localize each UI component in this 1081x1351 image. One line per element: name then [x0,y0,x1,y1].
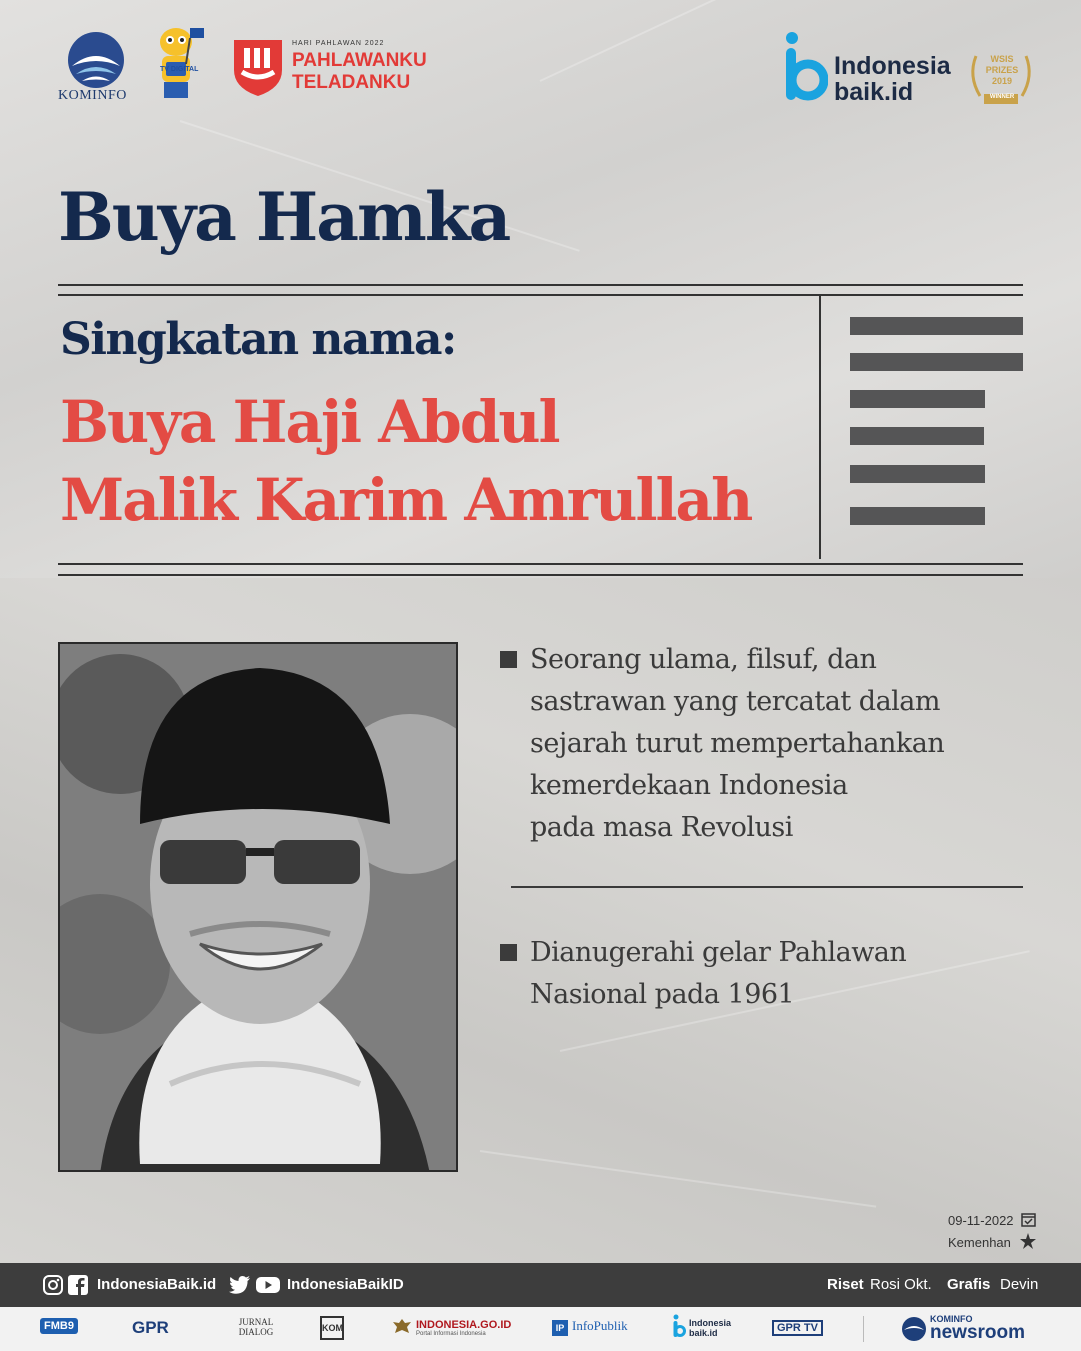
calendar-icon [1021,1212,1036,1227]
bullet-marker [500,651,517,668]
partner-indonesia-go-id-sub: Portal Informasi Indonesia [416,1331,486,1337]
pahlawan-line1: PAHLAWANKU [292,50,427,71]
partner-gpr-logo: GPR [132,1318,169,1337]
portrait-illustration [60,644,458,1172]
twitter-icon[interactable] [228,1274,252,1296]
bullet-line: kemerdekaan Indonesia [530,770,848,801]
partner-komdigi-logo: KOM [320,1316,344,1340]
fullname-line2: Malik Karim Amrullah [60,466,752,534]
fullname-line1: Buya Haji Abdul [60,388,559,456]
newsroom-top-label: KOMINFO [930,1314,973,1324]
bullet-line: sejarah turut mempertahankan [530,728,945,759]
decor-bar [850,390,985,408]
partner-gprtv-logo: GPR TV [772,1320,823,1336]
page-title: Buya Hamka [58,178,510,256]
tv-digital-label: TV DIGITAL [160,66,199,73]
partner-divider [863,1316,864,1342]
bullet-line: pada masa Revolusi [530,812,793,843]
partner-jurnal-dialog-logo: JURNAL DIALOG [238,1317,274,1337]
partner-indonesia-go-id-logo: INDONESIA.GO.ID [416,1319,512,1331]
decor-bar [850,353,1023,371]
decor-bar [850,427,984,445]
indonesiabaik-line2: baik.id [834,78,914,106]
bullet-separator [511,886,1023,888]
bullet-line: Nasional pada 1961 [530,979,795,1010]
indonesiabaik-small-icon [672,1314,686,1338]
social-handle-2[interactable]: IndonesiaBaikID [287,1276,404,1293]
partner-newsroom-logo: newsroom [930,1322,1026,1343]
youtube-icon[interactable] [255,1274,281,1296]
subtitle: Singkatan nama: [60,314,456,365]
divider [58,574,1023,576]
decor-bar [850,465,985,483]
kominfo-newsroom-icon [900,1316,928,1342]
pointer-star-icon [1019,1232,1037,1250]
indonesiabaik-line1: Indonesia [834,52,951,80]
portrait-photo [58,642,458,1172]
pahlawan-shield-icon [230,36,286,98]
instagram-icon[interactable] [42,1274,64,1296]
divider [58,284,1023,286]
garuda-icon [392,1317,412,1339]
decor-bar [850,317,1023,335]
pahlawan-small-label: HARI PAHLAWAN 2022 [292,40,385,47]
source-label: Kemenhan [948,1235,1011,1250]
wsis-label: WSIS PRIZES 2019 [985,54,1019,86]
partner-infopublik-logo: InfoPublik [572,1318,628,1333]
bullet-line: Dianugerahi gelar Pahlawan [530,937,907,968]
bullet-line: sastrawan yang tercatat dalam [530,686,940,717]
partner-indonesiabaik-logo: Indonesia baik.id [689,1318,732,1338]
facebook-icon[interactable] [67,1274,89,1296]
social-handle-1[interactable]: IndonesiaBaik.id [97,1276,217,1293]
publish-date: 09-11-2022 [948,1213,1014,1228]
divider [58,294,1023,296]
grafis-name: Devin [1000,1276,1039,1293]
bullet-text-1 [530,639,944,849]
tv-digital-mascot-icon [146,24,206,106]
infopublik-icon: IP [552,1320,568,1336]
divider-vertical [819,296,821,559]
divider [58,563,1023,565]
bullet-line: Seorang ulama, filsuf, dan [530,644,877,675]
bullet-marker [500,944,517,961]
grafis-label: Grafis [947,1276,991,1293]
indonesiabaik-logo-icon [782,30,828,104]
riset-name: Rosi Okt. [870,1276,932,1293]
partner-fmb9-logo: FMB9 [40,1318,78,1334]
pahlawan-line2: TELADANKU [292,72,411,93]
wsis-tag: WINNER [989,94,1015,100]
kominfo-label: KOMINFO [58,88,127,103]
riset-label: Riset [827,1276,864,1293]
bullet-text-2 [530,932,906,1016]
decor-bar [850,507,985,525]
